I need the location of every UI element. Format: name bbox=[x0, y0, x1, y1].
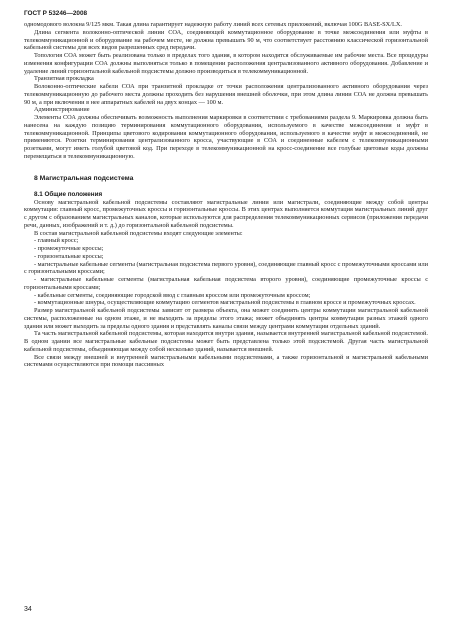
section-title: 8 Магистральная подсистема bbox=[34, 174, 134, 182]
subheading-admin: Администрирование bbox=[34, 106, 90, 114]
paragraph: Основу магистральной кабельной подсистемы составляют магистральные линии или магистрали, соединяющие между собой центры коммутации: главный кросс, промежуточных кроссы и горизонтальные кроссы. В этих центрах выполняется коммутация магистральных линий друг с другом с образованием магистральных каналов, которые используются для распределения телекоммуникационных сервисов (приложения передачи речи, данных, изображений и т. д.) до горизонтальной кабельной подсистемы. bbox=[24, 198, 428, 229]
subheading-transit: Транзитная прокладка bbox=[34, 75, 94, 83]
running-header: ГОСТ Р 53246—2008 bbox=[24, 10, 88, 17]
paragraph: Размер магистральной кабельной подсистемы зависит от размера объекта, она может соединять центры коммутации магистральной кабельной системы, расположенные на одном этаже, и не выходить за пределы этого этажа; может объединять центры коммутации разных этажей одного здания или может выходить за пределы одного здания и представлять каналы связи между центрами коммутации отдельных зданий. bbox=[24, 307, 428, 330]
list-item: - главный кросс; bbox=[34, 237, 79, 245]
paragraph: Элементы СОА должны обеспечивать возможность выполнения маркировки в соответствии с требованиями раздела 9. Маркировка должна быть нанесена на каждую позицию терминирования коммутационного оборудования, используемого в качестве межсоединения и муфт в телекоммуникационной. Принципы цветового кодирования коммутационного оборудования, используемого в качестве муфт и межсоединений, не применяются. Розетки терминирования централизованного кросса, участвующие в СОА и соединенные кабелем с телекоммуникационными розетками, могут иметь голубой цветовой код. При переходе в телекоммуникационной на кросс-соединение все голубые цветовые коды должны перемещаться в телекоммуникационную. bbox=[24, 114, 428, 160]
paragraph: Все связи между внешней и внутренней магистральными кабельными подсистемами, а также горизонтальной и магистральной кабельными системами осуществляются при помощи пассивных bbox=[24, 353, 428, 369]
list-item: - магистральные кабельные сегменты (магистральная подсистема первого уровня), соединяющие главный кросс с промежуточными кроссами или с горизонтальными кроссами; bbox=[24, 260, 428, 276]
paragraph: Длина сегмента волоконно-оптической линии СОА, соединяющей коммутационное оборудование в точке межсоединения или муфты в телекоммуникационной и оборудование на рабочем месте, не должна превышать 90 м, что соответствует расстоянию классической горизонтальной кабельной системы для всех видов разрешенных сред передачи. bbox=[24, 28, 428, 52]
list-item: - магистральные кабельные сегменты (магистральная кабельная подсистема второго уровня), соединяющие промежуточные кроссы с горизонтальными кроссами; bbox=[24, 276, 428, 291]
paragraph: Та часть магистральной кабельной подсистемы, которая находится внутри здания, называется внутренней магистральной кабельной подсистемой. В одном здании все магистральные кабельные подсистемы может быть представлена только этой подсистемой. Другая часть магистральной кабельной подсистемы, объединяющая между собой несколько зданий, называется внешней. bbox=[24, 330, 428, 353]
list-item: - коммутационные шнуры, осуществляющие коммутацию сегментов магистральной подсистемы в главном кроссе и промежуточных кроссах. bbox=[34, 299, 416, 307]
list-intro: В состав магистральной кабельной подсистемы входят следующие элементы: bbox=[34, 229, 243, 237]
list-item: - кабельные сегменты, соединяющие городской ввод с главным кроссом или промежуточным кроссом; bbox=[34, 291, 311, 299]
subsection-title: 8.1 Общие положения bbox=[34, 190, 103, 198]
paragraph: одномодового волокна 9/125 мкм. Такая длина гарантирует надежную работу линий всех сетевых приложений, включая 100G BASE-SX/LX. bbox=[24, 21, 402, 28]
page-number: 34 bbox=[24, 606, 32, 613]
list-item: - горизонтальные кроссы; bbox=[34, 252, 104, 260]
list-item: - промежуточные кроссы; bbox=[34, 245, 104, 252]
paragraph: Волоконно-оптические кабели СОА при транзитной прокладке от точки расположения централизованного активного оборудования через телекоммуникационную до рабочего места должны проходить без нарушения внешней оболочки, при этом длина линии СОА не должна превышать 90 м, а при включении в нее аппаратных кабелей на двух концах — 100 м. bbox=[24, 83, 428, 106]
paragraph: Топология СОА может быть реализована только в пределах того здания, в котором находятся обслуживаемые им рабочие места. Все процедуры изменения конфигурации СОА должны выполняться только в помещении расположения централизованного активного оборудования. Добавление и удаление линий горизонтальной кабельной подсистемы должно производиться в телекоммуникационной. bbox=[24, 52, 428, 75]
